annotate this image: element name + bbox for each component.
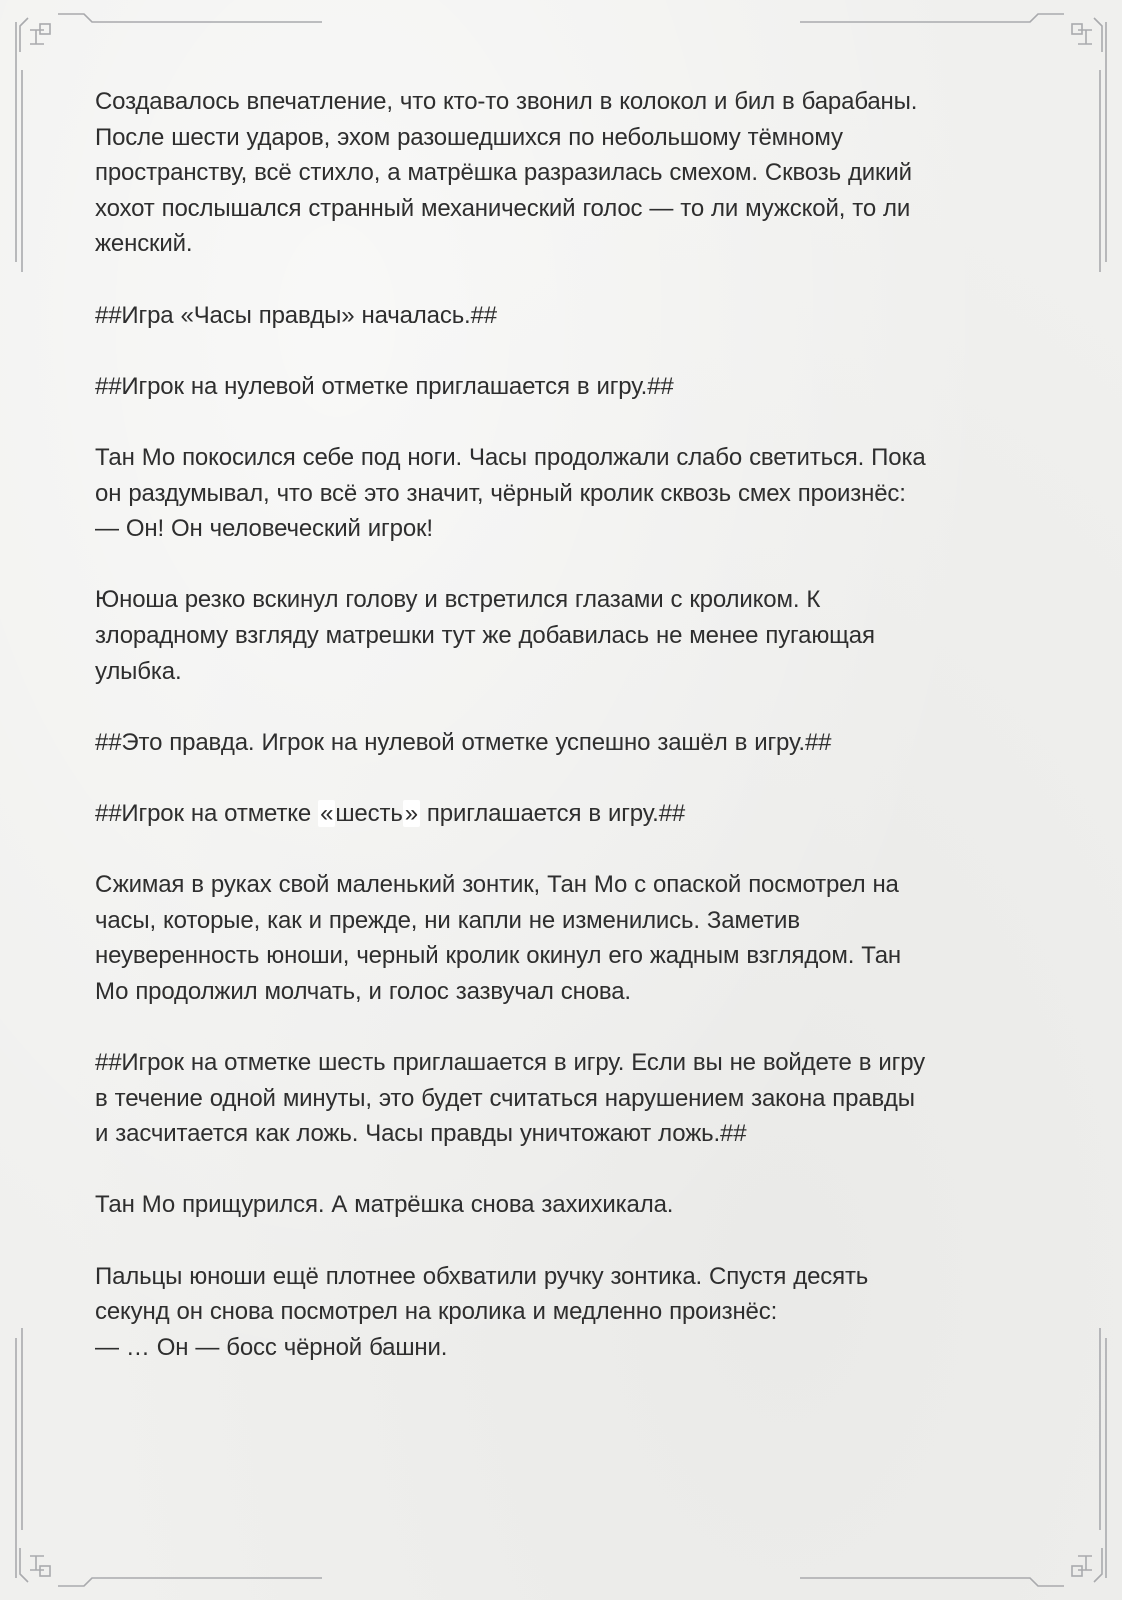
text-line: неуверенность юноши, черный кролик окинул его жадным взглядом. Тан: [95, 942, 901, 970]
system-message: [95, 1045, 1030, 1152]
text-line: часы, которые, как и прежде, ни капли не изменились. Заметив: [95, 906, 800, 934]
text-line: Сжимая в руках свой маленький зонтик, Тан Мо с опаской посмотрел на: [95, 871, 899, 899]
text-line: в течение одной минуты, это будет считаться нарушением закона правды: [95, 1084, 915, 1112]
paragraph: [95, 440, 1030, 547]
document-body: [95, 84, 1030, 1401]
text-line: [95, 796, 1030, 832]
text-line: злорадному взгляду матрешки тут же добавилась не менее пугающая: [95, 621, 875, 649]
text-line: секунд он снова посмотрел на кролика и медленно произнёс:: [95, 1298, 778, 1326]
text-line: Тан Мо покосился себе под ноги. Часы продолжали слабо светиться. Пока: [95, 443, 926, 471]
text-line: Тан Мо прищурился. А матрёшка снова захихикала.: [95, 1191, 674, 1219]
text-line: Юноша резко вскинул голову и встретился глазами с кроликом. К: [95, 586, 821, 614]
paragraph: [95, 867, 1030, 1009]
text-fragment: приглашается в игру.##: [419, 799, 686, 827]
paragraph: [95, 1187, 1030, 1223]
dialogue-line: — Он! Он человеческий игрок!: [95, 515, 433, 543]
system-message: [95, 298, 1030, 334]
text-line: После шести ударов, эхом разошедшихся по небольшому тёмному: [95, 123, 843, 151]
text-line: он раздумывал, что всё это значит, чёрный кролик сквозь смех произнёс:: [95, 479, 906, 507]
text-line: ##Игра «Часы правды» началась.##: [95, 301, 497, 329]
dialogue-line: — … Он — босс чёрной башни.: [95, 1333, 448, 1361]
text-line: ##Это правда. Игрок на нулевой отметке успешно зашёл в игру.##: [95, 728, 832, 756]
highlighted-quote-mark: «: [320, 799, 334, 827]
text-line: Пальцы юноши ещё плотнее обхватили ручку зонтика. Спустя десять: [95, 1262, 869, 1290]
text-line: пространству, всё стихло, а матрёшка разразилась смехом. Сквозь дикий: [95, 159, 912, 187]
highlighted-word: шесть: [335, 799, 403, 827]
paragraph: [95, 84, 1030, 262]
system-message: [95, 369, 1030, 405]
highlighted-quote-mark: »: [404, 799, 418, 827]
system-message: [95, 796, 1030, 832]
system-message: [95, 725, 1030, 761]
text-fragment: ##Игрок на отметке: [95, 799, 319, 827]
text-line: Мо продолжил молчать, и голос зазвучал снова.: [95, 977, 631, 1005]
text-line: улыбка.: [95, 657, 182, 685]
text-line: хохот послышался странный механический голос — то ли мужской, то ли: [95, 194, 911, 222]
text-line: и засчитается как ложь. Часы правды уничтожают ложь.##: [95, 1120, 747, 1148]
paragraph: [95, 582, 1030, 689]
text-line: ##Игрок на отметке шесть приглашается в игру. Если вы не войдете в игру: [95, 1049, 925, 1077]
text-line: Создавалось впечатление, что кто-то звонил в колокол и бил в барабаны.: [95, 88, 918, 115]
text-line: женский.: [95, 230, 193, 258]
paragraph: [95, 1259, 1030, 1366]
text-line: ##Игрок на нулевой отметке приглашается в игру.##: [95, 372, 674, 400]
